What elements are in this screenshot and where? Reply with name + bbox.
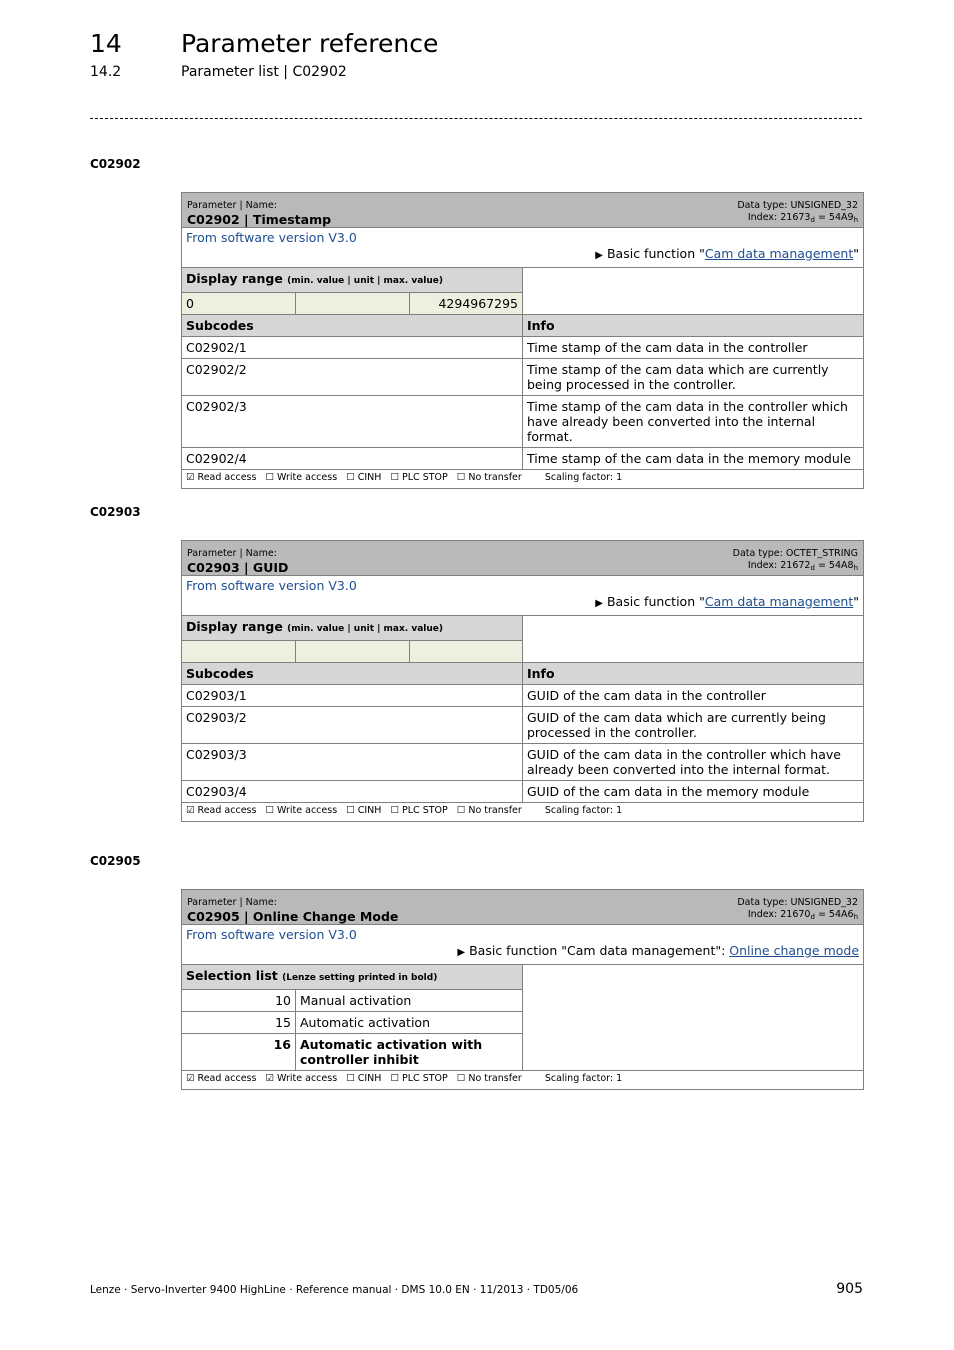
param-header — [182, 890, 864, 925]
access-flags: ☑ Read access ☑ Write access ☐ CINH ☐ PLC STOP ☐ No transfer — [186, 1073, 522, 1084]
index-hex: = 54A9 — [814, 212, 854, 223]
table-row — [182, 685, 864, 707]
param-header — [182, 541, 864, 576]
basic-function-ref — [186, 593, 859, 611]
subcode: C02902/1 — [182, 337, 523, 359]
param-label: Parameter | Name: — [187, 200, 277, 211]
table-row — [182, 359, 864, 396]
range-unit — [296, 641, 410, 663]
cam-data-management-link[interactable]: Cam data management — [704, 594, 854, 609]
table-row — [182, 337, 864, 359]
subcode-info: Time stamp of the cam data in the memory module — [523, 448, 864, 470]
index-prefix: Index: 21672 — [747, 560, 811, 571]
index-hex: = 54A6 — [814, 909, 854, 920]
section-title: Parameter list | C02902 — [181, 64, 347, 80]
page-number: 905 — [836, 1281, 863, 1297]
param-type-index: Data type: UNSIGNED_32 Index: $21673_d = 54A9_h$ — [737, 200, 858, 224]
footer-text: Lenze · Servo-Inverter 9400 HighLine · Reference manual · DMS 10.0 EN · 11/2013 · TD05/06 — [90, 1284, 579, 1296]
subcode-info: GUID of the cam data in the controller — [523, 685, 864, 707]
triangle-right-icon: ▶ — [595, 598, 603, 609]
table-row — [182, 707, 864, 744]
index-hex: = 54A8 — [814, 560, 854, 571]
param-table-c02905 — [181, 889, 864, 1090]
param-table-c02902 — [181, 192, 864, 489]
subcode: C02903/2 — [182, 707, 523, 744]
bf-prefix: Basic function " — [606, 594, 705, 609]
data-type: Data type: UNSIGNED_32 — [737, 200, 858, 211]
access-footer — [182, 1071, 864, 1090]
index-prefix: Index: 21673 — [747, 212, 811, 223]
data-type: Data type: OCTET_STRING — [732, 548, 858, 559]
selection-list-label: Selection list — [186, 968, 278, 983]
chapter-title: Parameter reference — [181, 29, 439, 58]
subcode-info: GUID of the cam data in the memory module — [523, 781, 864, 803]
option-value: 10 — [182, 990, 296, 1012]
range-min: 0 — [182, 293, 296, 315]
subcode-info: Time stamp of the cam data which are currently being processed in the controller. — [523, 359, 864, 396]
bf-suffix: " — [853, 246, 859, 261]
from-version: From software version V3.0 — [186, 578, 357, 593]
subcode: C02903/1 — [182, 685, 523, 707]
header-divider — [90, 118, 862, 119]
display-range-blank — [523, 616, 864, 663]
display-range-label: Display range — [186, 619, 283, 634]
cam-data-management-link[interactable]: Cam data management — [704, 246, 854, 261]
option-label: Automatic activation with controller inhibit — [296, 1034, 523, 1071]
param-name: C02902 | Timestamp — [187, 212, 332, 227]
subcode-info: Time stamp of the cam data in the controller which have already been converted into the internal format. — [523, 396, 864, 448]
option-label: Manual activation — [296, 990, 523, 1012]
subcode: C02902/2 — [182, 359, 523, 396]
range-min — [182, 641, 296, 663]
info-header: Info — [523, 663, 864, 685]
range-max: 4294967295 — [410, 293, 523, 315]
subcode-info: GUID of the cam data which are currently being processed in the controller. — [523, 707, 864, 744]
data-type: Data type: UNSIGNED_32 — [737, 897, 859, 908]
basic-function-ref — [186, 245, 859, 263]
scaling-factor: Scaling factor: 1 — [544, 1073, 623, 1084]
from-version: From software version V3.0 — [186, 927, 357, 942]
info-header: Info — [523, 315, 864, 337]
selection-blank — [523, 965, 864, 1071]
option-label: Automatic activation — [296, 1012, 523, 1034]
table-row — [182, 744, 864, 781]
subcodes-header: Subcodes — [182, 315, 523, 337]
param-heading-c02903: C02903 — [90, 505, 141, 519]
index-prefix: Index: 21670 — [747, 909, 811, 920]
table-row — [182, 396, 864, 448]
param-table-c02903 — [181, 540, 864, 822]
param-type-index: Data type: UNSIGNED_32 Index: $21670_d = 54A6_h$ — [737, 897, 859, 921]
subcode: C02902/4 — [182, 448, 523, 470]
selection-list-note: (Lenze setting printed in bold) — [282, 973, 438, 983]
param-heading-c02905: C02905 — [90, 854, 141, 868]
range-unit — [296, 293, 410, 315]
param-name: C02903 | GUID — [187, 560, 289, 575]
subcodes-header: Subcodes — [182, 663, 523, 685]
bf-prefix: Basic function " — [606, 246, 705, 261]
table-row — [182, 448, 864, 470]
subcode-info: GUID of the cam data in the controller which have already been converted into the internal format. — [523, 744, 864, 781]
display-range-note: (min. value | unit | max. value) — [287, 624, 444, 634]
display-range-header — [182, 616, 523, 641]
display-range-note: (min. value | unit | max. value) — [287, 276, 444, 286]
display-range-label: Display range — [186, 271, 283, 286]
access-footer — [182, 803, 864, 822]
scaling-factor: Scaling factor: 1 — [544, 805, 623, 816]
from-version: From software version V3.0 — [186, 230, 357, 245]
bf-suffix: " — [853, 594, 859, 609]
display-range-blank — [523, 268, 864, 315]
range-max — [410, 641, 523, 663]
scaling-factor: Scaling factor: 1 — [544, 472, 623, 483]
param-header — [182, 193, 864, 228]
subcode: C02903/3 — [182, 744, 523, 781]
display-range-header — [182, 268, 523, 293]
param-heading-c02902: C02902 — [90, 157, 141, 171]
param-type-index: Data type: OCTET_STRING Index: $21672_d = 54A8_h$ — [732, 548, 858, 572]
option-value: 16 — [182, 1034, 296, 1071]
table-row — [182, 781, 864, 803]
chapter-number: 14 — [90, 29, 122, 58]
option-value: 15 — [182, 1012, 296, 1034]
basic-function-ref — [186, 942, 859, 960]
param-name: C02905 | Online Change Mode — [187, 909, 399, 924]
subcode: C02902/3 — [182, 396, 523, 448]
param-label: Parameter | Name: — [187, 897, 277, 908]
subcode-info: Time stamp of the cam data in the controller — [523, 337, 864, 359]
access-footer — [182, 470, 864, 489]
bf-prefix: Basic function "Cam data management": — [469, 943, 730, 958]
access-flags: ☑ Read access ☐ Write access ☐ CINH ☐ PLC STOP ☐ No transfer — [186, 805, 522, 816]
section-number: 14.2 — [90, 64, 122, 80]
online-change-mode-link[interactable]: Online change mode — [729, 943, 860, 958]
subcode: C02903/4 — [182, 781, 523, 803]
selection-list-header — [182, 965, 523, 990]
param-label: Parameter | Name: — [187, 548, 277, 559]
triangle-right-icon: ▶ — [457, 947, 466, 958]
access-flags: ☑ Read access ☐ Write access ☐ CINH ☐ PLC STOP ☐ No transfer — [186, 472, 522, 483]
triangle-right-icon: ▶ — [595, 250, 603, 261]
